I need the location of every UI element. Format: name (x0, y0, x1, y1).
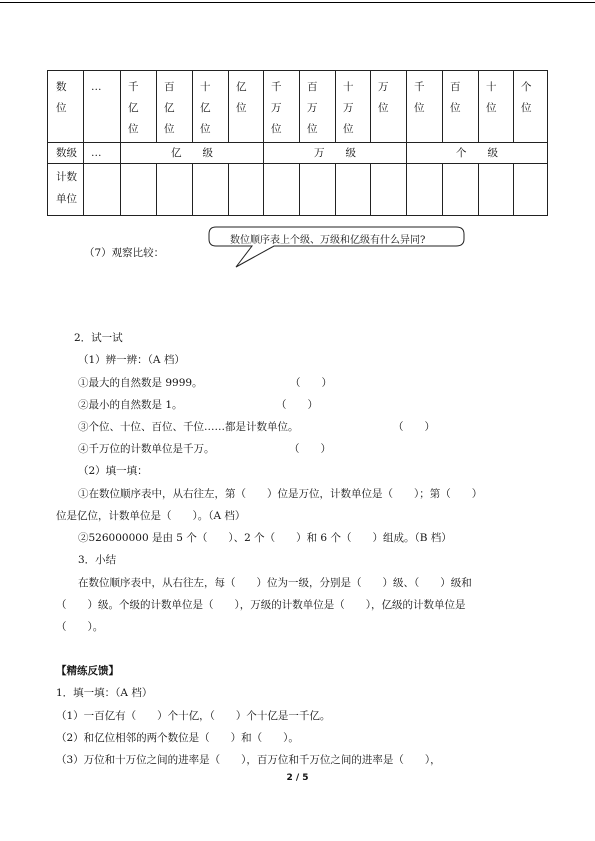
digit-place-cell: 千位 (407, 71, 443, 143)
period-ellipsis: … (84, 143, 121, 164)
empty-cell (443, 164, 479, 216)
table-row-period (48, 143, 548, 164)
digit-place-cell: 十亿位 (193, 71, 229, 143)
summary-line-3: （ ）。 (56, 621, 104, 633)
observe-label: （7）观察比较： (84, 247, 165, 259)
empty-cell (514, 164, 548, 216)
judge-item-2: ②最小的自然数是 1。 (78, 399, 183, 411)
page-number: 2 / 5 (286, 773, 309, 783)
digit-place-cell: 十位 (479, 71, 514, 143)
empty-cell (336, 164, 371, 216)
speech-bubble (208, 226, 468, 273)
judge-item-3: ③个位、十位、百位、千位……都是计数单位。 (78, 421, 299, 433)
top-rule (0, 2, 595, 3)
place-value-table (47, 70, 548, 216)
digit-place-cell: 万位 (371, 71, 407, 143)
judge-blank-2: （ ） (276, 399, 318, 411)
practice-q3: （3）万位和十万位之间的进率是（ ），百万位和千万位之间的进率是（ ）， (56, 754, 441, 766)
empty-cell (300, 164, 336, 216)
fill-item-2: ②526000000 是由 5 个（ ）、2 个（ ）和 6 个（ ）组成。（B 档） (78, 532, 452, 544)
row-label-digit-place: 数位 (48, 71, 84, 143)
speech-bubble-text: 数位顺序表上个级、万级和亿级有什么异同? (230, 235, 426, 246)
empty-cell (479, 164, 514, 216)
empty-cell (84, 164, 121, 216)
period-wan: 万 级 (264, 143, 407, 164)
empty-cell (229, 164, 264, 216)
practice-sub: 1．填一填：（A 档） (56, 687, 153, 699)
practice-q2: （2）和亿位相邻的两个数位是（ ）和（ ）。 (56, 732, 299, 744)
digit-place-cell: 百万位 (300, 71, 336, 143)
row-label-counting-unit: 计数单位 (48, 164, 84, 216)
digit-place-cell: 百位 (443, 71, 479, 143)
summary-line-2: （ ）级。个级的计数单位是（ ），万级的计数单位是（ ），亿级的计数单位是 (56, 599, 466, 611)
judge-blank-3: （ ） (393, 421, 435, 433)
digit-place-cell: 十万位 (336, 71, 371, 143)
section-summary-heading: 3．小结 (78, 554, 117, 566)
judge-blank-4: （ ） (289, 443, 331, 455)
practice-q1: （1）一百亿有（ ）个十亿，（ ）个十亿是一千亿。 (56, 710, 331, 722)
digit-place-cell: 千万位 (264, 71, 300, 143)
period-yi: 亿 级 (121, 143, 264, 164)
digit-place-cell: 个位 (514, 71, 548, 143)
fill-title: （2）填一填： (78, 465, 148, 477)
digit-place-cell: 亿位 (229, 71, 264, 143)
empty-cell (407, 164, 443, 216)
digit-place-cell: 千亿位 (121, 71, 157, 143)
empty-cell (264, 164, 300, 216)
practice-title: 【精练反馈】 (56, 665, 119, 677)
summary-line-1: 在数位顺序表中，从右往左，每（ ）位为一级，分别是（ ）级、（ ）级和 (78, 577, 472, 589)
table-row-counting-unit (48, 164, 548, 216)
row-label-period: 数级 (48, 143, 84, 164)
judge-item-1: ①最大的自然数是 9999。 (78, 377, 203, 389)
section-try-heading: 2．试一试 (74, 332, 123, 344)
fill-item-1a: ①在数位顺序表中，从右往左，第（ ）位是万位，计数单位是（ ）；第（ ） (78, 488, 483, 500)
judge-blank-1: （ ） (290, 377, 332, 389)
period-ge: 个 级 (407, 143, 548, 164)
digit-place-cell: 百亿位 (157, 71, 193, 143)
empty-cell (121, 164, 157, 216)
empty-cell (157, 164, 193, 216)
digit-place-cell: … (84, 71, 121, 143)
judge-title: （1）辨一辨：（A 档） (78, 354, 185, 366)
empty-cell (193, 164, 229, 216)
empty-cell (371, 164, 407, 216)
judge-item-4: ④千万位的计数单位是千万。 (78, 443, 215, 455)
fill-item-1b: 位是亿位，计数单位是（ ）。（A 档） (56, 510, 246, 522)
table-row-digit-places (48, 71, 548, 143)
